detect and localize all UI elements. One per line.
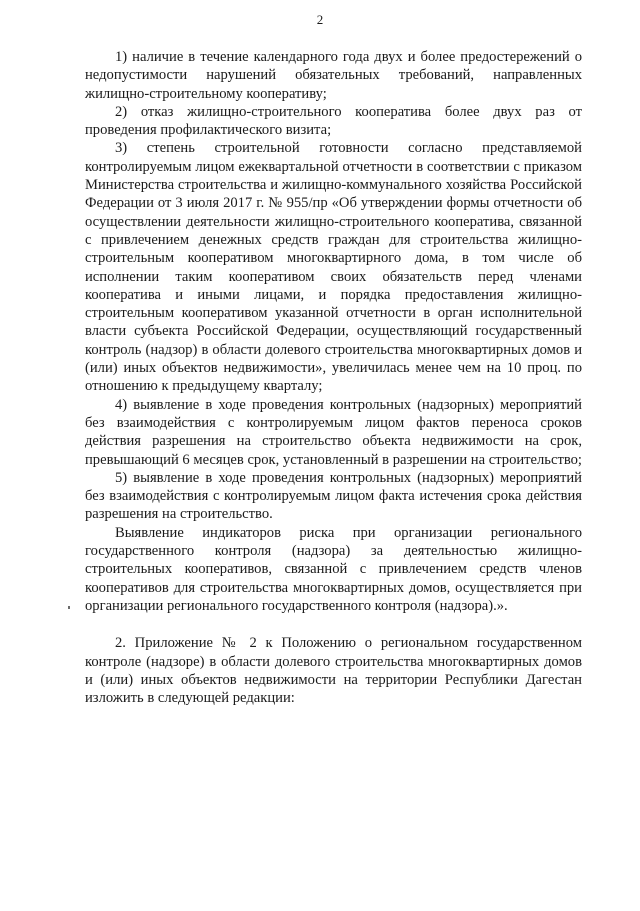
paragraph-item-4: 4) выявление в ходе проведения контрольных (надзорных) мероприятий без взаимодействия с контролируемым лицом фактов переноса сроков действия разрешения на строительство объекта недвижимости на срок, превышающий 6 месяцев срок, установленный в разрешении на строительство;: [85, 396, 582, 468]
paragraph-item-5: 5) выявление в ходе проведения контрольных (надзорных) мероприятий без взаимодействия с контролируемым лицом факта истечения срока действия разрешения на строительство.: [85, 469, 582, 523]
page-number: 2: [316, 12, 324, 27]
paragraph-risk-indicators: Выявление индикаторов риска при организации регионального государственного контроля (надзора) за деятельностью жилищно-строительных кооперативов, связанной с привлечением средств членов кооперативов для строительства многоквартирных домов, осуществляется при организации регионального государственного контроля (надзора).».: [85, 524, 582, 614]
paragraph-item-1: 1) наличие в течение календарного года двух и более предостережений о недопустимости нарушений обязательных требований, направленных жилищно-строительному кооперативу;: [85, 49, 582, 102]
scan-speck: [68, 606, 70, 609]
paragraph-item-2: 2) отказ жилищно-строительного кооператива более двух раз от проведения профилактического визита;: [85, 103, 582, 139]
paragraph-item-3: 3) степень строительной готовности согласно представляемой контролируемым лицом ежеквартальной отчетности в соответствии с приказом Министерства строительства и жилищно-коммунального хозяйства Российской Федерации от 3 июля 2017 г. № 955/пр «Об утверждении формы отчетности об осуществлении деятельности жилищно-строительного кооператива, связанной с привлечением денежных средств граждан для строительства жилищно-строительным кооперативом многоквартирного дома, в том числе об исполнении таким кооперативом своих обязательств перед членами кооператива и иными лицами, и порядка предоставления жилищно-строительным кооперативом указанной отчетности в орган исполнительной власти субъекта Российской Федерации, осуществляющий государственный контроль (надзор) в области долевого строительства многоквартирных домов и (или) иных объектов недвижимости», увеличилась менее чем на 10 проц. по отношению к предыдущему кварталу;: [85, 140, 582, 395]
document-body: [85, 48, 582, 707]
paragraph-amendment-2: 2. Приложение № 2 к Положению о региональном государственном контроле (надзоре) в области долевого строительства многоквартирных домов и (или) иных объектов недвижимости на территории Республики Дагестан изложить в следующей редакции:: [85, 635, 582, 707]
